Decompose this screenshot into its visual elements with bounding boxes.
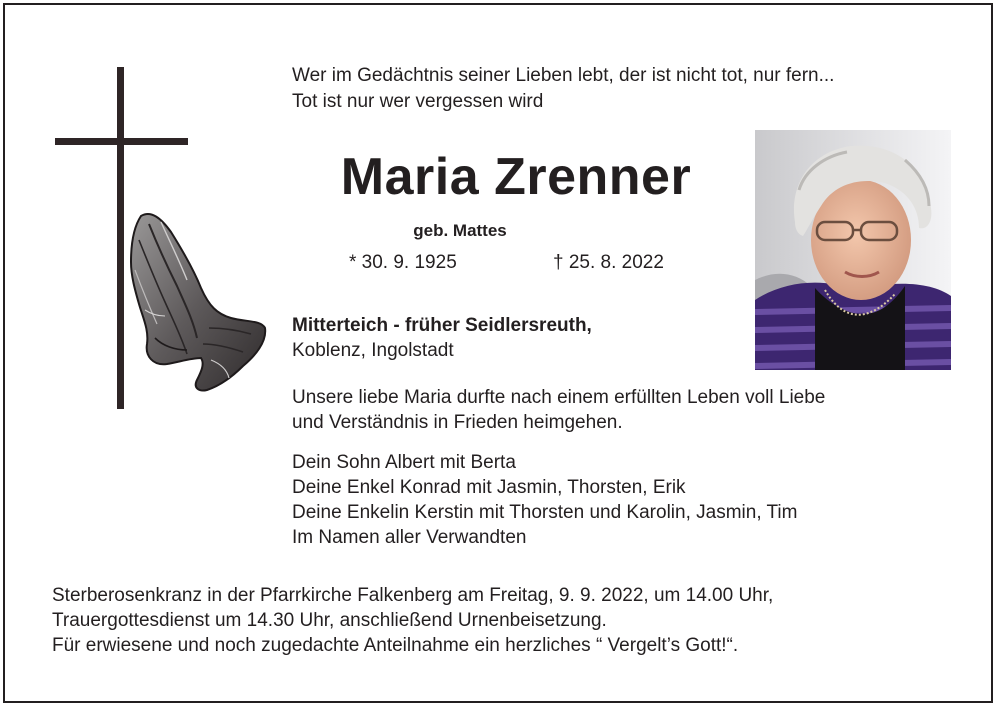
cross-icon: [117, 67, 124, 409]
cross-icon-crossbar: [55, 138, 188, 145]
birth-date: * 30. 9. 1925: [349, 252, 457, 273]
message-line: und Verständnis in Frieden heimgehen.: [292, 412, 623, 433]
portrait-photo: [755, 130, 951, 370]
praying-hands-icon: [127, 210, 267, 400]
service-line: Trauergottesdienst um 14.30 Uhr, anschließend Urnenbeisetzung.: [52, 610, 607, 631]
service-info: [52, 583, 773, 658]
birth-name: geb. Mattes: [413, 221, 507, 240]
mourner-line: Deine Enkel Konrad mit Jasmin, Thorsten, Erik: [292, 477, 686, 498]
places-block: [292, 313, 592, 363]
places-line: Koblenz, Ingolstadt: [292, 340, 454, 361]
quote-line: Tot ist nur wer vergessen wird: [292, 91, 544, 112]
obituary-card: [3, 3, 993, 703]
places-line: Mitterteich - früher Seidlersreuth,: [292, 315, 592, 336]
death-date: † 25. 8. 2022: [553, 252, 664, 273]
mourner-line: Dein Sohn Albert mit Berta: [292, 452, 516, 473]
mourner-line: Im Namen aller Verwandten: [292, 527, 527, 548]
deceased-name: Maria Zrenner: [340, 148, 692, 206]
quote-line: Wer im Gedächtnis seiner Lieben lebt, der ist nicht tot, nur fern...: [292, 65, 835, 86]
mourners-list: [292, 450, 797, 550]
service-line: Sterberosenkranz in der Pfarrkirche Falkenberg am Freitag, 9. 9. 2022, um 14.00 Uhr,: [52, 585, 774, 606]
farewell-message: [292, 385, 825, 435]
memorial-quote: [292, 63, 834, 115]
mourner-line: Deine Enkelin Kerstin mit Thorsten und Karolin, Jasmin, Tim: [292, 502, 798, 523]
message-line: Unsere liebe Maria durfte nach einem erfüllten Leben voll Liebe: [292, 387, 826, 408]
service-line: Für erwiesene und noch zugedachte Anteilnahme ein herzliches “ Vergelt’s Gott!“.: [52, 635, 739, 656]
